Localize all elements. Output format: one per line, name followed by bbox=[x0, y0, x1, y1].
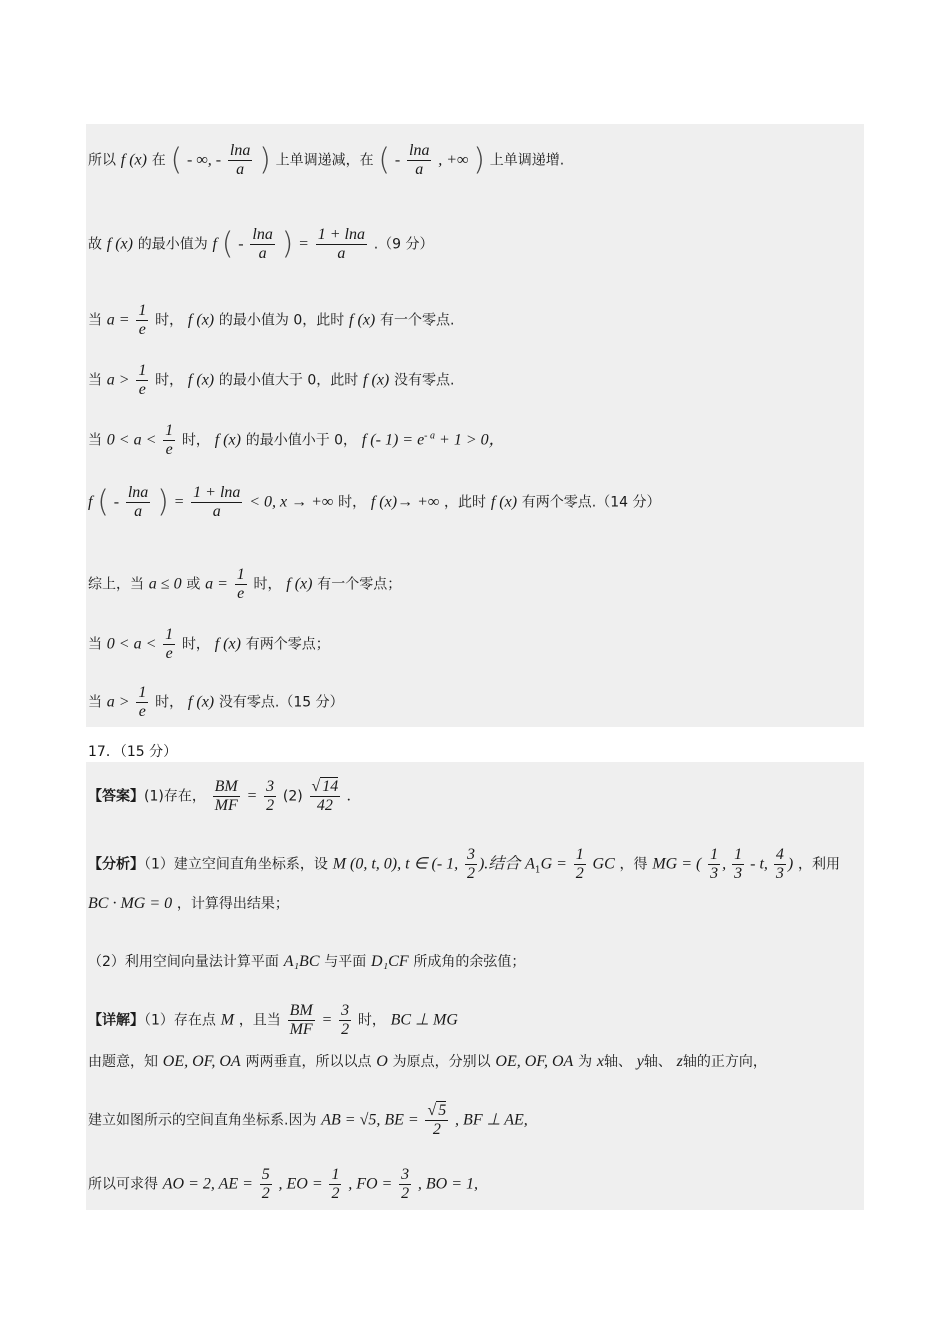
sol16-line-7: 综上，当 a ≤ 0 或 a = $\frac{1}{e}$ 时， f (x) 有一个零点； bbox=[88, 566, 402, 602]
sol16-line-6: f ( - $\frac{\ln a}{a}$ ) = $\frac{1 + \ln a}{a}$ < 0, x → +∞ 时， f (x)→ +∞ ，此时 f (x) 有两个零点.（14 分） bbox=[88, 484, 661, 520]
q17-header: 17．（15 分） bbox=[88, 744, 178, 760]
q17-analysis-2: BC · MG = 0 ，计算得出结果； bbox=[88, 895, 289, 912]
q17-detail-3: 建立如图所示的空间直角坐标系.因为 AB = √5, BE = $\frac{√ 5}{2}$ , BF ⊥ AE, bbox=[88, 1102, 528, 1138]
sol16-line-2: 故 f (x) 的最小值为 f ( - $\frac{\ln a}{a}$ ) = $\frac{1 + \ln a}{a}$ .（9 分） bbox=[88, 226, 434, 262]
q17-analysis-1: 【分析】（1）建立空间直角坐标系，设 M (0, t, 0), t ∈ (- 1, $\frac{3}{2}$ ).结合 $A_1G$ = $\frac{1}{2}$ GC ，得 MG = ( $\frac{1}{3}$ , $\frac{1}{3}$ - t, $\frac{4}{3}$ ) ，利用 bbox=[88, 846, 840, 882]
q17-detail-1: 【详解】（1）存在点 M ，且当 $\frac{BM}{MF}$ = $\frac{3}{2}$ 时， BC ⊥ MG bbox=[88, 1002, 458, 1038]
q17-answer: 【答案】(1)存在， $\frac{BM}{MF}$ = $\frac{3}{2}$ (2) $\frac{√ 14}{42}$ . bbox=[88, 778, 352, 814]
sol16-line-5: 当 0 < a < $\frac{1}{e}$ 时， f (x) 的最小值小于 0， f (- $1) = e^{- a} + 1 > 0$， bbox=[88, 422, 505, 458]
sol16-line-4: 当 a > $\frac{1}{e}$ 时， f (x) 的最小值大于 0，此时 f (x) 没有零点. bbox=[88, 362, 455, 398]
q17-detail-2: 由题意，知 OE, OF, OA 两两垂直，所以以点 O 为原点，分别以 OE, OF, OA 为 x轴、 y轴、 z轴的正方向， bbox=[88, 1053, 767, 1070]
sol16-line-9: 当 a > $\frac{1}{e}$ 时， f (x) 没有零点.（15 分） bbox=[88, 684, 344, 720]
sol16-line-1: 所以 f (x) 在 ( - ∞, - $\frac{\ln a}{a}$ ) 上单调递减，在 ( - $\frac{\ln a}{a}$ , +∞ ) 上单调递增. bbox=[88, 142, 565, 178]
q17-analysis-3: （2）利用空间向量法计算平面 A₁BC 与平面 D₁CF 所成角的余弦值； bbox=[88, 953, 526, 970]
question-17-block bbox=[86, 762, 864, 1210]
sol16-line-8: 当 0 < a < $\frac{1}{e}$ 时， f (x) 有两个零点； bbox=[88, 626, 330, 662]
q17-detail-4: 所以可求得 AO = 2, AE = $\frac{5}{2}$ , EO = $\frac{1}{2}$ , FO = $\frac{3}{2}$ , BO = 1, bbox=[88, 1166, 479, 1202]
sol16-line-3: 当 a = $\frac{1}{e}$ 时， f (x) 的最小值为 0，此时 f (x) 有一个零点. bbox=[88, 302, 455, 338]
